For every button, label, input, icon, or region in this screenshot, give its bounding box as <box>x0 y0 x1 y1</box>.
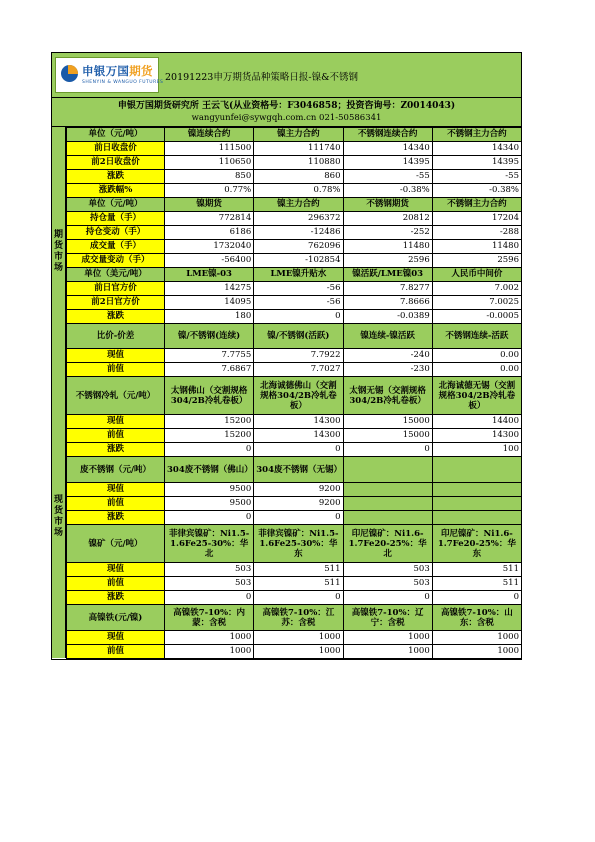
row-label: 现值 <box>67 483 165 497</box>
value-cell: 850 <box>165 170 254 184</box>
column-header: 人民币中间价 <box>432 268 521 282</box>
value-cell: 762096 <box>254 240 343 254</box>
column-header: 菲律宾镍矿：Ni1.5-1.6Fe25-30%：华东 <box>254 525 343 563</box>
row-group-label: 单位（元/吨） <box>67 128 165 142</box>
column-header: 镍连续-镍活跃 <box>343 324 432 349</box>
value-cell: 0 <box>432 591 521 605</box>
row-label: 现值 <box>67 631 165 645</box>
value-cell: 11480 <box>343 240 432 254</box>
row-label: 成交量（手） <box>67 240 165 254</box>
table-row <box>67 142 522 156</box>
value-cell: 9500 <box>165 497 254 511</box>
value-cell: 110650 <box>165 156 254 170</box>
column-header: 高镍铁7-10%：江苏：含税 <box>254 605 343 631</box>
value-cell: -56 <box>254 282 343 296</box>
futures-section-text: 期货市场 <box>53 229 63 273</box>
value-cell: 0 <box>165 591 254 605</box>
value-cell: -0.0005 <box>432 310 521 324</box>
value-cell: 14395 <box>432 156 521 170</box>
value-cell: 7.8666 <box>343 296 432 310</box>
table-header-row <box>67 457 522 483</box>
value-cell: 2596 <box>432 254 521 268</box>
row-label: 前值 <box>67 363 165 377</box>
row-label: 前2日官方价 <box>67 296 165 310</box>
value-cell: 7.0025 <box>432 296 521 310</box>
report-sheet <box>51 52 522 660</box>
value-cell: 503 <box>165 577 254 591</box>
logo-name-accent: 期货 <box>129 64 153 78</box>
value-cell: 7.7027 <box>254 363 343 377</box>
value-cell: 1000 <box>432 631 521 645</box>
column-header: 镍主力合约 <box>254 198 343 212</box>
table-header-row <box>67 268 522 282</box>
spot-section-text: 现货市场 <box>53 495 63 538</box>
value-cell: 15200 <box>165 415 254 429</box>
value-cell: 7.8277 <box>343 282 432 296</box>
row-label: 前值 <box>67 429 165 443</box>
value-cell: 15000 <box>343 415 432 429</box>
column-header: 镍连续合约 <box>165 128 254 142</box>
value-cell: 0 <box>343 443 432 457</box>
value-cell: 503 <box>343 577 432 591</box>
value-cell: -55 <box>432 170 521 184</box>
table-header-row <box>67 377 522 415</box>
column-header: 不锈钢连续合约 <box>343 128 432 142</box>
value-cell: 0 <box>343 591 432 605</box>
value-cell: 111500 <box>165 142 254 156</box>
value-cell: 511 <box>432 563 521 577</box>
value-cell: 0.00 <box>432 349 521 363</box>
value-cell: 7.002 <box>432 282 521 296</box>
institute-info <box>52 98 521 127</box>
value-cell: 100 <box>432 443 521 457</box>
column-header: 不锈钢连续-活跃 <box>432 324 521 349</box>
data-table <box>66 127 522 659</box>
column-header: 镍/不锈钢(连续) <box>165 324 254 349</box>
value-cell: 511 <box>432 577 521 591</box>
row-group-label: 比价-价差 <box>67 324 165 349</box>
row-label: 前日官方价 <box>67 282 165 296</box>
column-header: 不锈钢主力合约 <box>432 128 521 142</box>
value-cell: 15000 <box>343 429 432 443</box>
value-cell: 7.7755 <box>165 349 254 363</box>
value-cell: -252 <box>343 226 432 240</box>
value-cell: -12486 <box>254 226 343 240</box>
report-body <box>52 127 521 659</box>
empty-cell <box>343 511 432 525</box>
value-cell: 511 <box>254 563 343 577</box>
table-row <box>67 184 522 198</box>
value-cell: 296372 <box>254 212 343 226</box>
value-cell: 20812 <box>343 212 432 226</box>
empty-cell <box>343 483 432 497</box>
value-cell: 503 <box>343 563 432 577</box>
value-cell: 14275 <box>165 282 254 296</box>
column-header: 太钢佛山（交割规格304/2B冷轧卷板） <box>165 377 254 415</box>
value-cell: 1000 <box>165 645 254 659</box>
empty-cell <box>432 511 521 525</box>
row-label: 前值 <box>67 645 165 659</box>
row-label: 现值 <box>67 349 165 363</box>
value-cell: 0 <box>165 443 254 457</box>
row-label: 持仓量（手） <box>67 212 165 226</box>
row-label: 前2日收盘价 <box>67 156 165 170</box>
column-header: 镍期货 <box>165 198 254 212</box>
value-cell: 511 <box>254 577 343 591</box>
value-cell: 6186 <box>165 226 254 240</box>
value-cell: 1000 <box>432 645 521 659</box>
value-cell: 15200 <box>165 429 254 443</box>
row-label: 涨跌 <box>67 170 165 184</box>
column-header: 高镍铁7-10%：山东：含税 <box>432 605 521 631</box>
column-header: 菲律宾镍矿：Ni1.5-1.6Fe25-30%：华北 <box>165 525 254 563</box>
value-cell: 14300 <box>432 429 521 443</box>
table-row <box>67 631 522 645</box>
table-row <box>67 170 522 184</box>
column-header: 镍/不锈钢(活跃) <box>254 324 343 349</box>
column-header: 高镍铁7-10%：内蒙：含税 <box>165 605 254 631</box>
value-cell: 9200 <box>254 483 343 497</box>
value-cell: 9500 <box>165 483 254 497</box>
value-cell: 9200 <box>254 497 343 511</box>
row-label: 持仓变动（手） <box>67 226 165 240</box>
value-cell: 0 <box>165 511 254 525</box>
value-cell: -230 <box>343 363 432 377</box>
table-header-row <box>67 198 522 212</box>
value-cell: -56400 <box>165 254 254 268</box>
row-label: 成交量变动（手） <box>67 254 165 268</box>
value-cell: 2596 <box>343 254 432 268</box>
table-row <box>67 563 522 577</box>
value-cell: 111740 <box>254 142 343 156</box>
empty-cell <box>432 497 521 511</box>
table-row <box>67 296 522 310</box>
table-row <box>67 415 522 429</box>
column-header: 304废不锈钢（无锡） <box>254 457 343 483</box>
column-header: 镍主力合约 <box>254 128 343 142</box>
row-label: 涨跌 <box>67 310 165 324</box>
table-row <box>67 240 522 254</box>
value-cell: -288 <box>432 226 521 240</box>
table-row <box>67 577 522 591</box>
column-header: 304废不锈钢（佛山） <box>165 457 254 483</box>
value-cell: 14340 <box>343 142 432 156</box>
table-row <box>67 443 522 457</box>
table-header-row <box>67 324 522 349</box>
value-cell: 0 <box>254 443 343 457</box>
value-cell: 0.00 <box>432 363 521 377</box>
row-group-label: 不锈钢冷轧（元/吨） <box>67 377 165 415</box>
institute-contact: wangyunfei@sywgqh.com.cn 021-50586341 <box>191 113 382 123</box>
value-cell: -0.0389 <box>343 310 432 324</box>
value-cell: 7.6867 <box>165 363 254 377</box>
value-cell: 14340 <box>432 142 521 156</box>
column-header: 不锈钢主力合约 <box>432 198 521 212</box>
value-cell: 0 <box>254 591 343 605</box>
table-row <box>67 483 522 497</box>
table-row <box>67 212 522 226</box>
value-cell: 110880 <box>254 156 343 170</box>
value-cell: 0 <box>254 511 343 525</box>
table-row <box>67 282 522 296</box>
empty-cell <box>343 497 432 511</box>
report-title: 20191223申万期货品种策略日报-镍&不锈钢 <box>165 72 359 83</box>
table-header-row <box>67 128 522 142</box>
column-header: 印尼镍矿：Ni1.6-1.7Fe20-25%：华北 <box>343 525 432 563</box>
table-row <box>67 511 522 525</box>
futures-section-label <box>52 127 66 376</box>
spot-section-label <box>52 376 66 658</box>
row-label: 前日收盘价 <box>67 142 165 156</box>
row-group-label: 废不锈钢（元/吨） <box>67 457 165 483</box>
value-cell: 1000 <box>343 645 432 659</box>
value-cell: 772814 <box>165 212 254 226</box>
row-label: 涨跌幅% <box>67 184 165 198</box>
row-label: 前值 <box>67 577 165 591</box>
value-cell: 11480 <box>432 240 521 254</box>
value-cell: 17204 <box>432 212 521 226</box>
column-header: LME镍升贴水 <box>254 268 343 282</box>
logo-mark-icon <box>61 65 78 82</box>
value-cell: 0 <box>254 310 343 324</box>
value-cell: 14095 <box>165 296 254 310</box>
row-label: 涨跌 <box>67 591 165 605</box>
table-header-row <box>67 605 522 631</box>
value-cell: 1000 <box>254 645 343 659</box>
value-cell: 14400 <box>432 415 521 429</box>
value-cell: 14300 <box>254 429 343 443</box>
column-header: 镍活跃/LME镍03 <box>343 268 432 282</box>
empty-cell <box>432 483 521 497</box>
table-row <box>67 497 522 511</box>
column-header: 北海诚德无锡（交割规格304/2B冷轧卷板） <box>432 377 521 415</box>
column-header: 印尼镍矿：Ni1.6-1.7Fe20-25%：华东 <box>432 525 521 563</box>
table-row <box>67 254 522 268</box>
table-row <box>67 591 522 605</box>
empty-cell <box>343 457 432 483</box>
table-row <box>67 156 522 170</box>
value-cell: -0.38% <box>432 184 521 198</box>
column-header: 北海诚德佛山（交割规格304/2B冷轧卷板） <box>254 377 343 415</box>
value-cell: 0.77% <box>165 184 254 198</box>
value-cell: 1000 <box>165 631 254 645</box>
row-group-label: 高镍铁(元/镍) <box>67 605 165 631</box>
row-label: 涨跌 <box>67 511 165 525</box>
value-cell: 14395 <box>343 156 432 170</box>
row-group-label: 单位（元/吨） <box>67 198 165 212</box>
value-cell: -240 <box>343 349 432 363</box>
row-label: 涨跌 <box>67 443 165 457</box>
column-header: 高镍铁7-10%：辽宁：含税 <box>343 605 432 631</box>
value-cell: 1732040 <box>165 240 254 254</box>
empty-cell <box>432 457 521 483</box>
column-header: LME镍-03 <box>165 268 254 282</box>
table-row <box>67 349 522 363</box>
row-group-label: 单位（美元/吨） <box>67 268 165 282</box>
logo-english: SHENYIN & WANGUO FUTURES <box>82 80 164 85</box>
table-row <box>67 226 522 240</box>
column-header: 太钢无锡（交割规格304/2B冷轧卷板） <box>343 377 432 415</box>
table-row <box>67 429 522 443</box>
value-cell: 0.78% <box>254 184 343 198</box>
value-cell: 503 <box>165 563 254 577</box>
row-label: 前值 <box>67 497 165 511</box>
logo-name: 申银万国 <box>82 64 130 78</box>
row-label: 现值 <box>67 415 165 429</box>
row-group-label: 镍矿（元/吨） <box>67 525 165 563</box>
value-cell: 860 <box>254 170 343 184</box>
report-header <box>52 53 521 98</box>
table-row <box>67 363 522 377</box>
company-logo <box>55 57 164 93</box>
value-cell: -55 <box>343 170 432 184</box>
value-cell: 1000 <box>343 631 432 645</box>
table-row <box>67 310 522 324</box>
value-cell: 7.7922 <box>254 349 343 363</box>
value-cell: 1000 <box>254 631 343 645</box>
value-cell: -102854 <box>254 254 343 268</box>
value-cell: 180 <box>165 310 254 324</box>
institute-author: 申银万国期货研究所 王云飞(从业资格号：F3046858；投资咨询号：Z0014043) <box>117 101 456 111</box>
value-cell: 14300 <box>254 415 343 429</box>
value-cell: -0.38% <box>343 184 432 198</box>
value-cell: -56 <box>254 296 343 310</box>
table-header-row <box>67 525 522 563</box>
table-row <box>67 645 522 659</box>
column-header: 不锈钢期货 <box>343 198 432 212</box>
row-label: 现值 <box>67 563 165 577</box>
